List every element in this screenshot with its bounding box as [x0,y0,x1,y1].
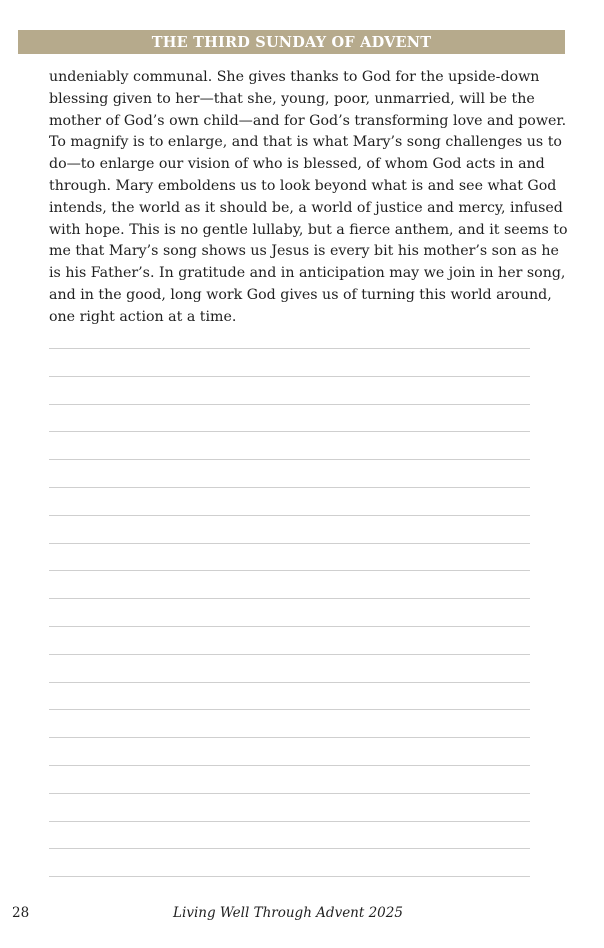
writing-line[interactable] [49,737,530,738]
writing-line[interactable] [49,431,530,432]
writing-line[interactable] [49,487,530,488]
writing-line[interactable] [49,376,530,377]
writing-lines [49,348,530,904]
page-number: 28 [12,905,30,921]
body-line-10: is his Father’s. In gratitude and in anticipation may we join in her song, [49,265,566,282]
body-line-2: blessing given to her—that she, young, poor, unmarried, will be the [49,90,535,107]
body-line-1: undeniably communal. She gives thanks to God for the upside-down [49,69,540,85]
writing-line[interactable] [49,543,530,544]
writing-line[interactable] [49,682,530,683]
writing-line[interactable] [49,765,530,766]
writing-line[interactable] [49,459,530,460]
writing-line[interactable] [49,876,530,877]
body-paragraph [49,67,568,329]
writing-line[interactable] [49,598,530,599]
writing-line[interactable] [49,404,530,405]
writing-line[interactable] [49,848,530,849]
writing-line[interactable] [49,821,530,822]
writing-line[interactable] [49,709,530,710]
section-title: THE THIRD SUNDAY OF ADVENT [151,33,432,51]
writing-line[interactable] [49,654,530,655]
body-line-4: To magnify is to enlarge, and that is what Mary’s song challenges us to [49,134,562,151]
body-line-7: intends, the world as it should be, a world of justice and mercy, infused [49,199,563,216]
body-line-9: me that Mary’s song shows us Jesus is every bit his mother’s son as he [49,243,559,260]
writing-line[interactable] [49,626,530,627]
writing-line[interactable] [49,793,530,794]
writing-line[interactable] [49,570,530,571]
writing-line[interactable] [49,515,530,516]
body-line-12: one right action at a time. [49,308,237,325]
body-line-3: mother of God’s own child—and for God’s transforming love and power. [49,112,567,129]
body-line-6: through. Mary emboldens us to look beyond what is and see what God [49,177,557,194]
writing-line[interactable] [49,348,530,349]
body-line-5: do—to enlarge our vision of who is blessed, of whom God acts in and [49,156,545,173]
running-footer-title: Living Well Through Advent 2025 [173,905,403,921]
body-line-8: with hope. This is no gentle lullaby, but a fierce anthem, and it seems to [49,221,568,238]
section-header-band [18,30,565,54]
body-line-11: and in the good, long work God gives us of turning this world around, [49,286,552,303]
